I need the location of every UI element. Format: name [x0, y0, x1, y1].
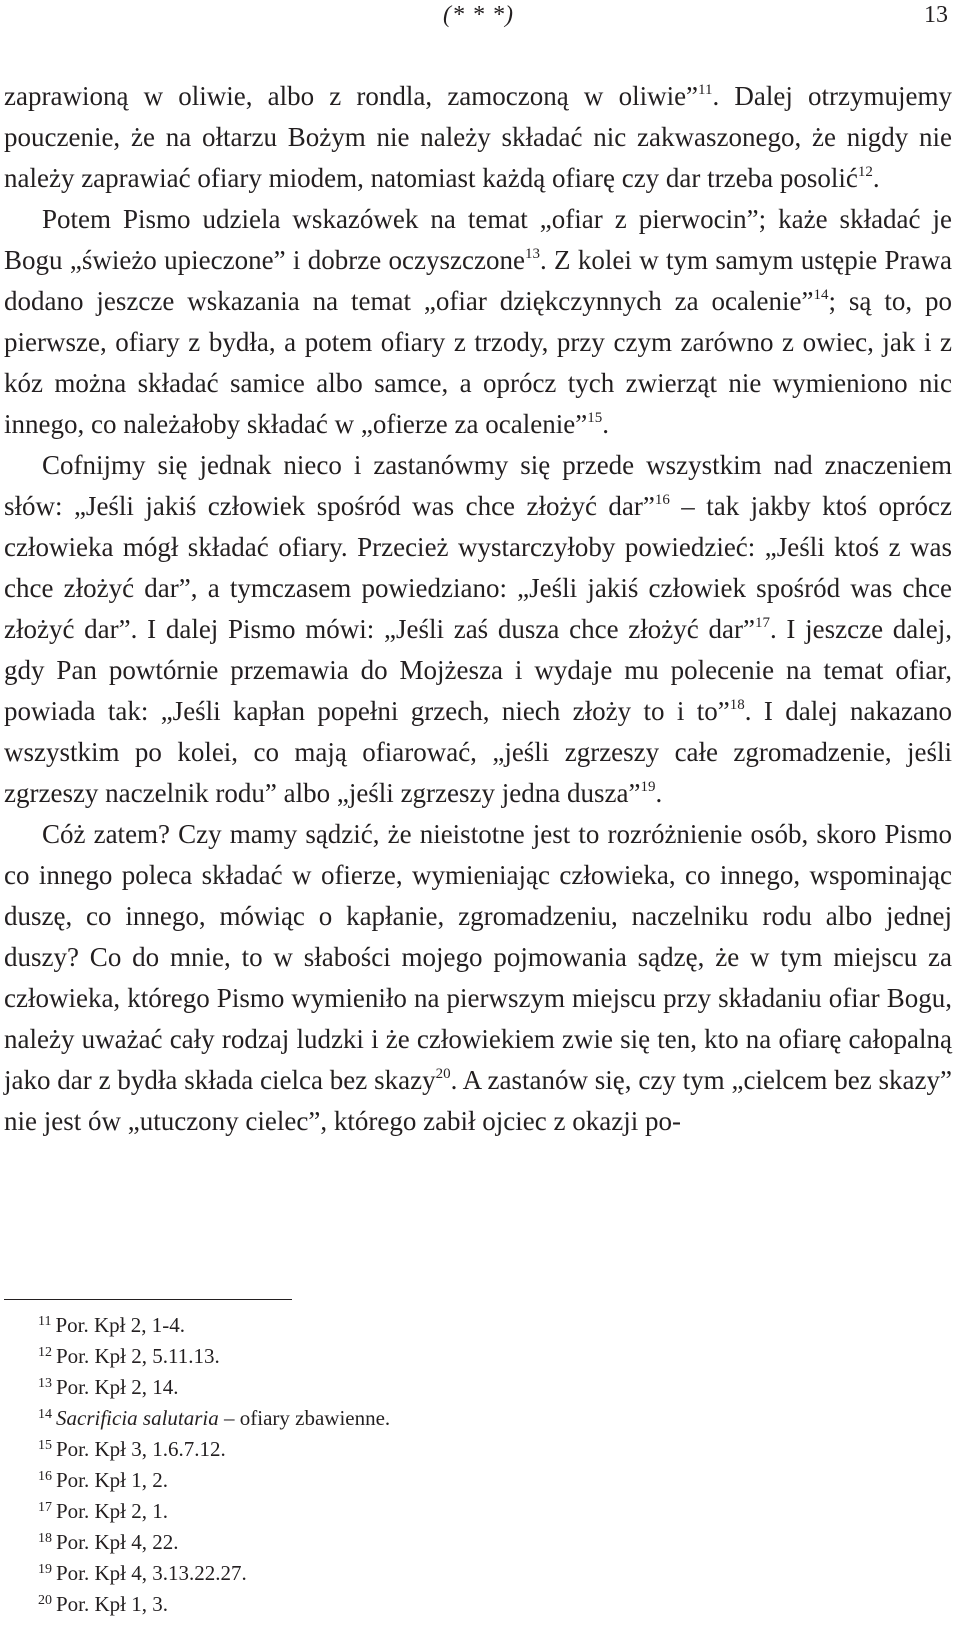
paragraph-text: Potem Pismo udziela wskazówek na temat „ofiar z pierwocin”; każe składać je Bogu „świeżo upieczone” i dobrze oczyszczone [4, 204, 952, 275]
paragraph-text: . Z kolei w tym samym ustępie Prawa dodano jeszcze wskazania na temat „ofiar dziękczynnych za ocalenie” [4, 245, 952, 316]
paragraph-text: . I dalej nakazano wszystkim po kolei, co mają ofiarować, „jeśli zgrzeszy całe zgromadzenie, jeśli zgrzeszy naczelnik rodu” albo „jeśli zgrzeszy jedna dusza” [4, 696, 952, 808]
footnote [38, 1403, 918, 1434]
paragraph-text: – tak jakby ktoś oprócz człowieka mógł składać ofiary. Przecież wystarczyłoby powiedzieć: „Jeśli ktoś z was chce złożyć dar”, a tymczasem powiedziano: „Jeśli jakiś człowiek spośród was chce złożyć dar”. I dalej Pismo mówi: „Jeśli zaś dusza chce złożyć dar” [4, 491, 952, 644]
footnote [38, 1558, 918, 1589]
footnote-text: Por. Kpł 1, 2. [56, 1468, 169, 1492]
paragraph [4, 445, 952, 814]
footnote-reference: 20 [435, 1066, 451, 1082]
page-number: 13 [924, 2, 948, 28]
paragraph-text: . [872, 163, 880, 193]
paragraph-text: . [602, 409, 609, 439]
paragraph-text: Cofnijmy się jednak nieco i zastanówmy się przede wszystkim nad znaczeniem słów: „Jeśli jakiś człowiek spośród was chce złożyć dar” [4, 450, 952, 521]
footnote-text: Por. Kpł 2, 14. [56, 1375, 179, 1399]
paragraph-text: Cóż zatem? Czy mamy sądzić, że nieistotne jest to rozróżnienie osób, skoro Pismo co innego poleca składać w ofierze, wymieniając człowieka, co innego, wspominając duszę, co innego, mówiąc o kapłanie, zgromadzeniu, naczelniku rodu albo jednej duszy? Co do mnie, to w słabości mojego pojmowania sądzę, że w tym miejscu za człowieka, którego Pismo wymieniło na pierwszym miejscu przy składaniu ofiar Bogu, należy uważać cały rodzaj ludzki i że człowiekiem zwie się ten, kto na ofiarę całopalną jako dar z bydła składa cielca bez skazy [4, 819, 952, 1095]
footnote-text: Por. Kpł 4, 3.13.22.27. [56, 1561, 247, 1585]
footnote [38, 1310, 918, 1341]
footnote-number: 15 [38, 1438, 52, 1453]
footnote-text: Por. Kpł 2, 1. [56, 1499, 169, 1523]
footnote [38, 1496, 918, 1527]
paragraph-text: . Dalej otrzymujemy pouczenie, że na ołtarzu Bożym nie należy składać nic zakwaszonego, że nigdy nie należy zaprawiać ofiary miodem, natomiast każdą ofiarę czy dar trzeba posolić [4, 81, 953, 193]
footnote-reference: 17 [754, 615, 770, 631]
paragraph [4, 199, 952, 445]
footnote-number: 11 [38, 1314, 52, 1329]
running-title: (* * *) [443, 2, 514, 28]
footnote-number: 20 [38, 1593, 52, 1608]
footnote [38, 1527, 918, 1558]
footnote-number: 12 [38, 1345, 52, 1360]
footnote-number: 13 [38, 1376, 52, 1391]
footnote-reference: 11 [698, 82, 713, 98]
footnote-number: 16 [38, 1469, 52, 1484]
footnote-text: Por. Kpł 1, 3. [56, 1592, 169, 1616]
footnote-reference: 14 [813, 287, 829, 303]
footnote-text: Por. Kpł 3, 1.6.7.12. [56, 1437, 226, 1461]
footnote-number: 14 [38, 1407, 52, 1422]
footnote-number: 17 [38, 1500, 52, 1515]
footnote-text: Por. Kpł 2, 1-4. [55, 1313, 185, 1337]
footnote [38, 1589, 918, 1620]
body-text [4, 76, 952, 1142]
footnote-text: – ofiary zbawienne. [218, 1406, 391, 1430]
footnote-italic-text: Sacrificia salutaria [56, 1406, 219, 1430]
footnote-number: 19 [38, 1562, 52, 1577]
paragraph [4, 76, 952, 199]
footnote-reference: 13 [524, 246, 540, 262]
footnote [38, 1434, 918, 1465]
paragraph-text: ; są to, po pierwsze, ofiary z bydła, a potem ofiary z trzody, przy czym zarówno z owiec, jak i z kóz można składać samice albo samce, a oprócz tych zwierząt nie wymieniono nic innego, co należałoby składać w „ofierze za ocalenie” [4, 286, 953, 439]
footnote-text: Por. Kpł 4, 22. [56, 1530, 179, 1554]
footnote-reference: 18 [729, 697, 745, 713]
paragraph-text: zaprawioną w oliwie, albo z rondla, zamoczoną w oliwie” [4, 81, 699, 111]
footnotes-list [38, 1310, 918, 1620]
footnote-text: Por. Kpł 2, 5.11.13. [56, 1344, 220, 1368]
footnote [38, 1465, 918, 1496]
footnote-reference: 16 [654, 492, 670, 508]
paragraph-text: . I jeszcze dalej, gdy Pan powtórnie przemawia do Mojżesza i wydaje mu polecenie na temat ofiar, powiada tak: „Jeśli kapłan popełni grzech, niech złoży to i to” [4, 614, 953, 726]
footnote [38, 1341, 918, 1372]
footnote [38, 1372, 918, 1403]
paragraph-text: . A zastanów się, czy tym „cielcem bez skazy” nie jest ów „utuczony cielec”, którego zabił ojciec z okazji po- [4, 1065, 952, 1136]
paragraph-text: . [655, 778, 663, 808]
footnote-reference: 19 [640, 779, 656, 795]
paragraph [4, 814, 952, 1142]
footnote-number: 18 [38, 1531, 52, 1546]
footnote-separator [4, 1299, 292, 1300]
footnote-reference: 12 [857, 164, 873, 180]
footnote-reference: 15 [587, 410, 603, 426]
